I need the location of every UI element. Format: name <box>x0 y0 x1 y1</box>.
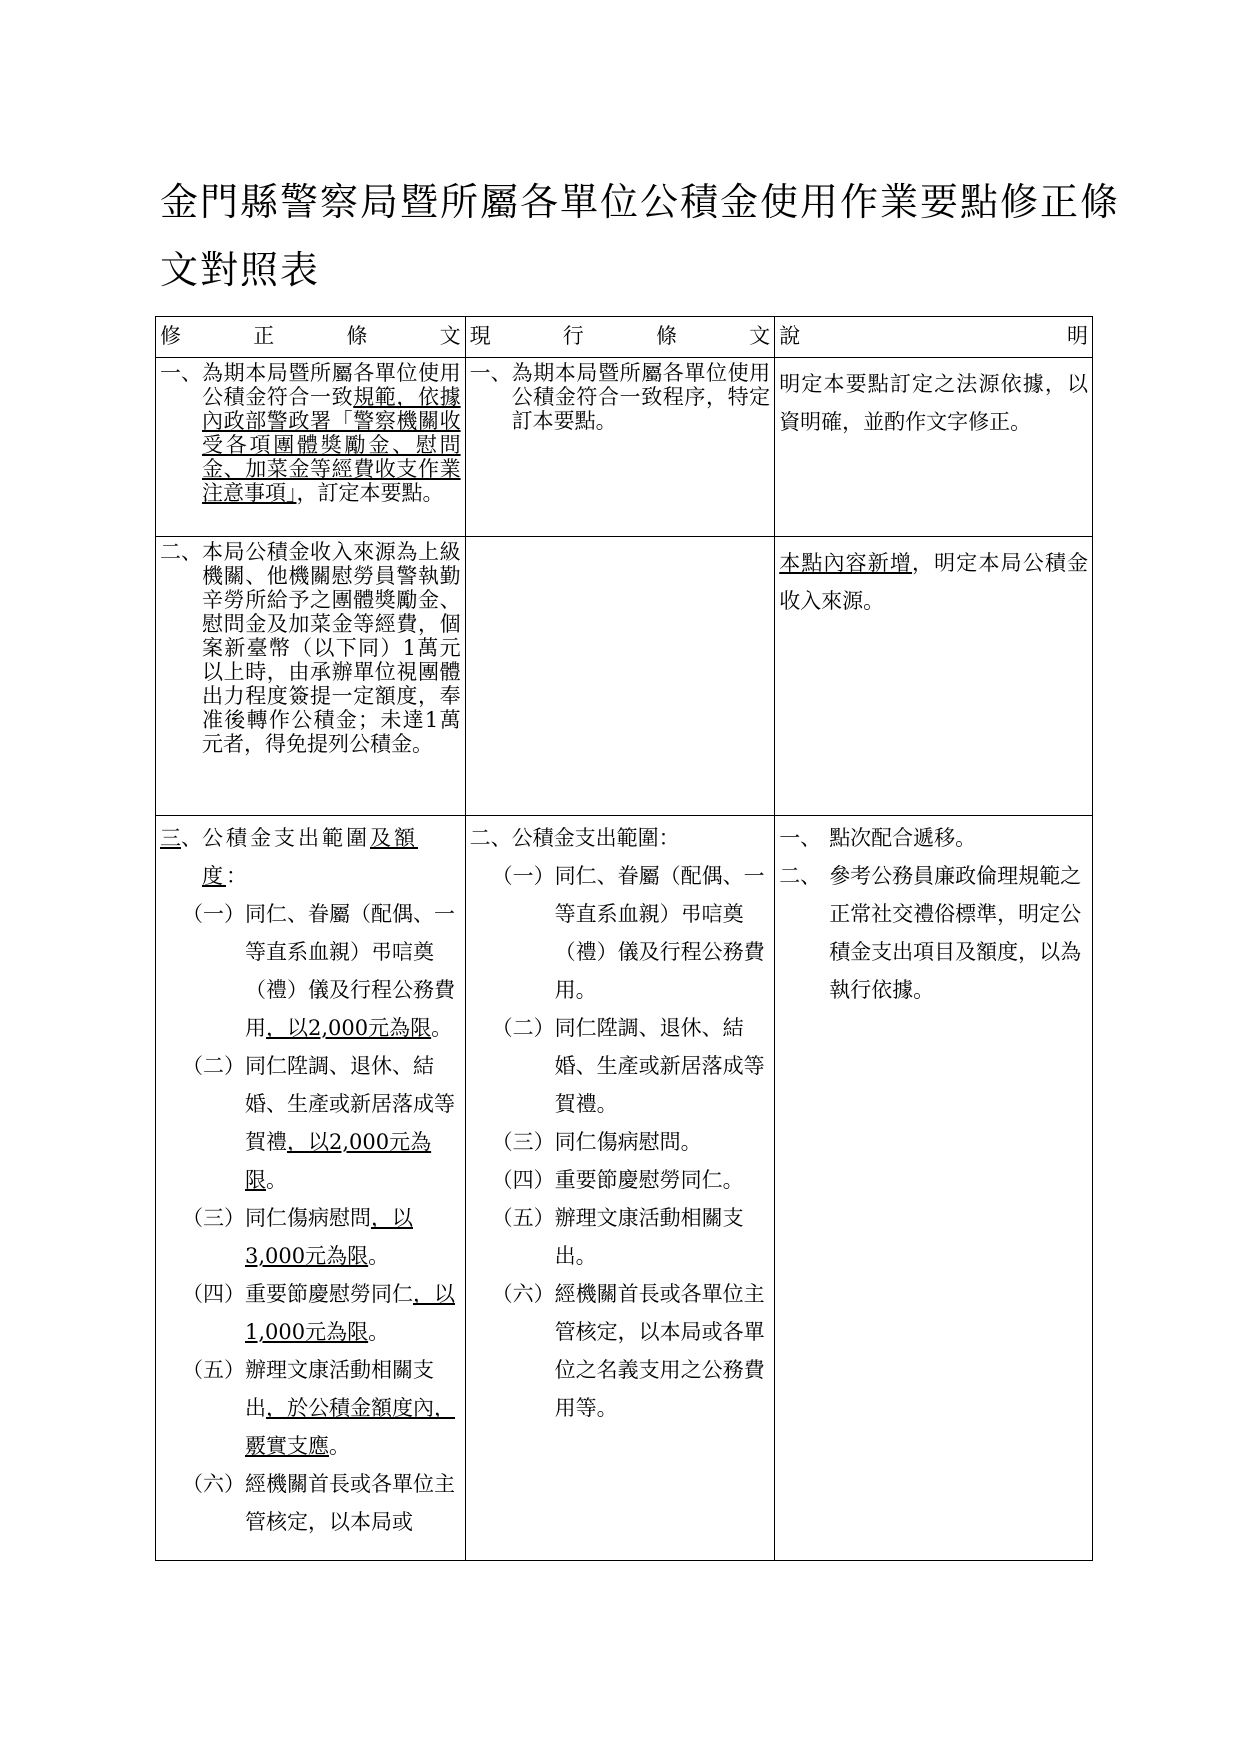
table-row <box>156 816 1093 1561</box>
item-number: （四） <box>182 1282 245 1306</box>
page-title: 金門縣警察局暨所屬各單位公積金使用作業要點修正條文對照表 <box>160 180 1121 292</box>
list-item <box>470 1275 771 1427</box>
revised-cell: 三、 公積金支出範圍及額度： （一） 同仁、眷屬（配偶、一等直系血親）弔唁奠（禮）儀及行程公務費用，以2,000元為限。 （二） 同仁陞調、退休、結婚、生產或新居落成等賀禮，以2,000元為限。 （三） 同仁傷病慰問，以3,000元為限。 （四） 重要節慶慰勞同仁，以1,000元為限。 （五） 辦理文康活動相關支出，於公積金額度內，覈實支應。 （六） 經機關首長或各單位主管核定，以本局或 <box>156 816 466 1561</box>
item-number: （一） <box>182 902 245 926</box>
header-current: 現 行 條 文 <box>465 317 775 358</box>
item-text: 同仁陞調、退休、結婚、生產或新居落成等賀禮，以2,000元為限。 <box>245 1054 455 1192</box>
item-text: 同仁陞調、退休、結婚、生產或新居落成等賀禮。 <box>554 1016 765 1116</box>
item-number: （二） <box>491 1016 555 1040</box>
item-text: 同仁、眷屬（配偶、一等直系血親）弔唁奠（禮）儀及行程公務費用，以2,000元為限。 <box>245 902 455 1040</box>
item-number: 二、 <box>779 864 822 888</box>
revised-cell: 一、 為期本局暨所屬各單位使用公積金符合一致規範，依據內政部警政署「警察機關收受各項團體獎勵金、慰問金、加菜金等經費收支作業注意事項」，訂定本要點。 <box>156 358 466 537</box>
item-number: （三） <box>182 1206 245 1230</box>
list-item <box>470 1161 771 1199</box>
item-number: （二） <box>182 1054 245 1078</box>
header-explain: 說 明 <box>775 317 1093 358</box>
item-text: 辦理文康活動相關支出，於公積金額度內，覈實支應。 <box>245 1358 455 1458</box>
explain-cell: 明定本要點訂定之法源依據，以資明確，並酌作文字修正。 <box>775 358 1093 537</box>
list-item <box>160 1199 461 1275</box>
item-number: （一） <box>491 864 555 888</box>
item-number: （五） <box>182 1358 245 1382</box>
explain-cell: 本點內容新增，明定本局公積金收入來源。 <box>775 537 1093 816</box>
item-text: 重要節慶慰勞同仁。 <box>554 1168 744 1192</box>
current-cell: 二、公積金支出範圍： （一） 同仁、眷屬（配偶、一等直系血親）弔唁奠（禮）儀及行程公務費用。 （二） 同仁陞調、退休、結婚、生產或新居落成等賀禮。 （三） 同仁傷病慰問。 （四） 重要節慶慰勞同仁。 （五） 辦理文康活動相關支出。 （六） 經機關首長或各單位主管核定，以本局或各單位之名義支用之公務費用等。 <box>465 816 775 1561</box>
list-item <box>470 1123 771 1161</box>
list-item <box>470 857 771 1009</box>
comparison-table <box>155 316 1093 1561</box>
explain-cell <box>775 816 1093 1561</box>
item-text: 同仁傷病慰問，以3,000元為限。 <box>245 1206 413 1268</box>
list-item <box>160 1351 461 1465</box>
item-text: 重要節慶慰勞同仁，以1,000元為限。 <box>245 1282 455 1344</box>
item-number: （四） <box>491 1168 555 1192</box>
item-text: 點次配合遞移。 <box>829 826 977 850</box>
item-text: 經機關首長或各單位主管核定，以本局或各單位之名義支用之公務費用等。 <box>554 1282 765 1420</box>
item-text: 同仁傷病慰問。 <box>554 1130 702 1154</box>
current-cell: 一、 為期本局暨所屬各單位使用公積金符合一致程序，特定訂本要點。 <box>465 358 775 537</box>
list-item <box>160 1465 461 1541</box>
list-item <box>160 1047 461 1199</box>
item-number: 一、 <box>779 826 822 850</box>
list-item <box>779 857 1088 1009</box>
list-item <box>470 1009 771 1123</box>
item-text: 經機關首長或各單位主管核定，以本局或 <box>245 1472 455 1534</box>
item-number: （三） <box>491 1130 555 1154</box>
item-text: 辦理文康活動相關支出。 <box>554 1206 744 1268</box>
item-number: （五） <box>491 1206 555 1230</box>
table-row <box>156 358 1093 537</box>
revised-cell: 二、 本局公積金收入來源為上級機關、他機關慰勞員警執勤辛勞所給予之團體獎勵金、慰問金及加菜金等經費，個案新臺幣（以下同）1萬元以上時，由承辦單位視團體出力程度簽提一定額度，奉准後轉作公積金；未達1萬元者，得免提列公積金。 <box>156 537 466 816</box>
table-row <box>156 537 1093 816</box>
item-text: 同仁、眷屬（配偶、一等直系血親）弔唁奠（禮）儀及行程公務費用。 <box>554 864 765 1002</box>
list-item <box>470 1199 771 1275</box>
list-item <box>160 1275 461 1351</box>
item-number: （六） <box>182 1472 245 1496</box>
header-revised: 修 正 條 文 <box>156 317 466 358</box>
item-number: （六） <box>491 1282 555 1306</box>
current-cell <box>465 537 775 816</box>
table-header-row <box>156 317 1093 358</box>
list-item <box>160 895 461 1047</box>
list-item <box>779 819 1088 857</box>
item-text: 參考公務員廉政倫理規範之正常社交禮俗標準，明定公積金支出項目及額度，以為執行依據。 <box>829 864 1082 1002</box>
